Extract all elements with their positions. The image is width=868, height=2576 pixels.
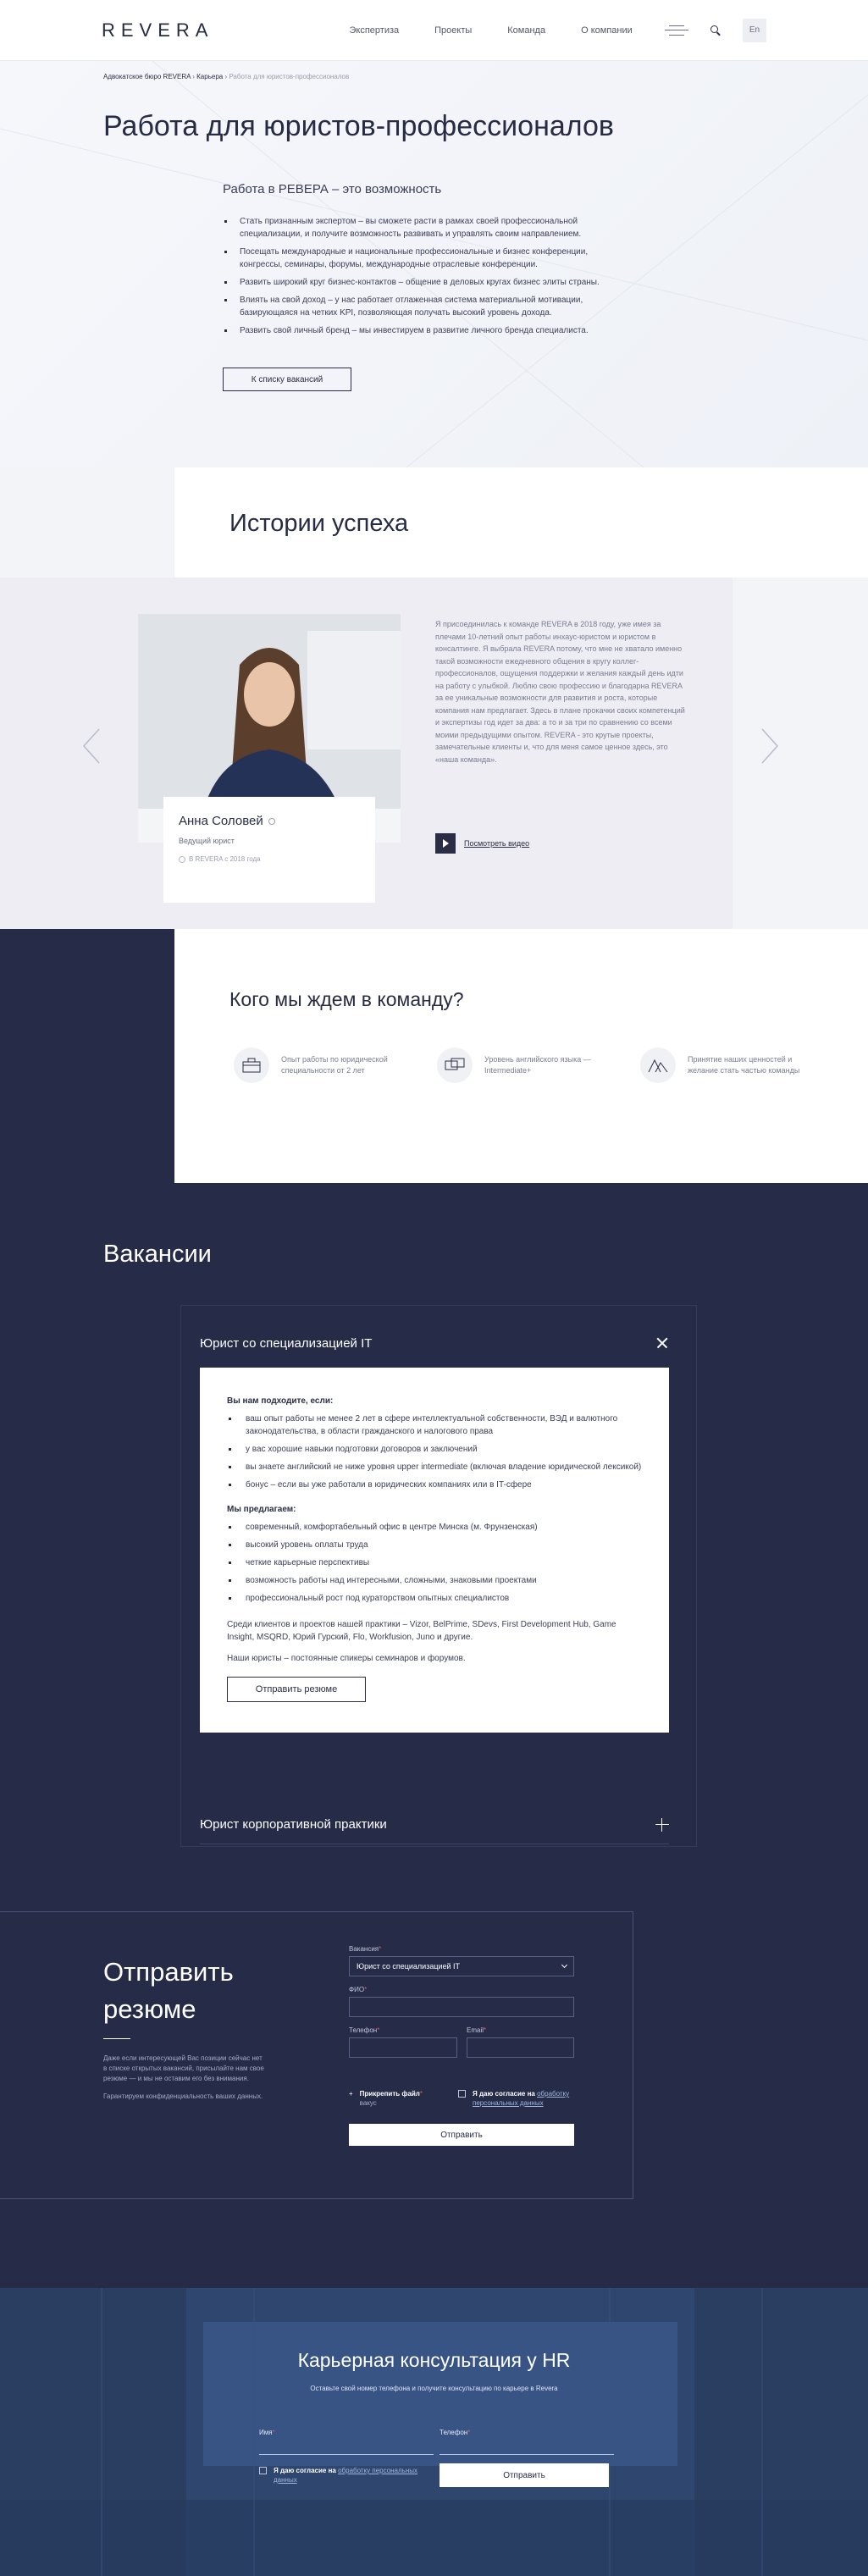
close-icon[interactable]	[655, 1336, 669, 1350]
email-label: Email*	[467, 2026, 487, 2034]
page-title: Работа для юристов-профессионалов	[103, 110, 614, 142]
offer-item: современный, комфортабельный офис в центре Минска (м. Фрунзенская)	[227, 1521, 642, 1534]
next-arrow-icon[interactable]	[760, 727, 779, 765]
benefit-item: Посещать международные и национальные профессиональные и бизнес конференции, конгрессы, семинары, форумы, международные отраслевые конференции.	[223, 246, 604, 271]
consult-subtitle: Оставьте свой номер телефона и получите консультацию по карьере в Revera	[310, 2385, 558, 2392]
chevron-down-icon	[561, 1962, 567, 1968]
play-icon	[435, 833, 456, 854]
chat-icon	[437, 1048, 473, 1083]
name-input[interactable]	[259, 2438, 434, 2455]
hero-section	[0, 61, 868, 467]
person-card	[163, 797, 375, 903]
resume-title: Отправить резюме	[103, 1957, 234, 2024]
consult-personal-data-link[interactable]: обработку персональных данных	[274, 2467, 418, 2484]
vacancy-select[interactable]: Юрист со специализацией IT	[349, 1956, 574, 1976]
phone-field	[349, 2026, 457, 2058]
breadcrumb	[103, 73, 349, 80]
requirement-item	[437, 1048, 615, 1083]
benefit-item: Развить свой личный бренд – мы инвестируем в развитие личного бренда специалиста.	[223, 324, 604, 337]
breadcrumb-home[interactable]: Адвокатское бюро REVERA	[103, 73, 191, 80]
nav-item-projects[interactable]: Проекты	[434, 25, 473, 36]
speakers-text: Наши юристы – постоянные спикеры семинаров и форумов.	[227, 1654, 466, 1663]
benefit-item: Стать признанным экспертом – вы сможете расти в рамках своей профессиональной специализации, и получите возможность развивать и управлять своим направлением.	[223, 215, 604, 240]
offer-item: четкие карьерные перспективы	[227, 1556, 642, 1569]
consent-checkbox-row: Я даю согласие на обработку персональных данных	[458, 2089, 577, 2108]
hero-subtitle: Работа в РЕВЕРА – это возможность	[223, 182, 442, 196]
benefit-item: Влиять на свой доход – у нас работает отлаженная система материальной мотивации, базирующаяся на четких KPI, позволяющая получать высокий уровень дохода.	[223, 294, 604, 319]
vacancy-name: Юрист корпоративной практики	[200, 1817, 387, 1832]
requirements-card	[174, 929, 868, 1183]
office-background	[0, 2288, 868, 2576]
consult-phone-input[interactable]	[440, 2438, 614, 2455]
divider	[103, 2038, 130, 2039]
requirements-list	[234, 1048, 818, 1083]
search-icon[interactable]	[710, 25, 721, 36]
requirements-section	[0, 929, 868, 1183]
briefcase-icon	[234, 1048, 269, 1083]
logo[interactable]: REVERA	[102, 19, 214, 41]
vacancies-list-button[interactable]: К списку вакансий	[223, 368, 351, 391]
benefits-list	[223, 215, 604, 342]
clock-icon	[179, 856, 185, 863]
offer-item: профессиональный рост под кураторством опытных специалистов	[227, 1592, 642, 1605]
prev-arrow-icon[interactable]	[82, 727, 101, 765]
fit-item: вы знаете английский не ниже уровня upper intermediate (включая владение юридической лексикой)	[227, 1461, 642, 1473]
requirement-item	[234, 1048, 412, 1083]
phone-label: Телефон*	[349, 2026, 380, 2034]
breadcrumb-section[interactable]: Карьера	[196, 73, 224, 80]
success-stories-section	[0, 467, 868, 929]
main-nav	[349, 25, 632, 36]
person-name: Анна Соловей	[179, 814, 360, 828]
consult-phone-label: Телефон*	[440, 2429, 471, 2436]
submit-resume-button[interactable]: Отправить	[349, 2124, 574, 2146]
breadcrumb-current: Работа для юристов-профессионалов	[229, 73, 350, 80]
nav-item-expertise[interactable]: Экспертиза	[349, 25, 400, 36]
consent-checkbox[interactable]	[458, 2090, 466, 2098]
breadcrumb-sep: ›	[192, 73, 197, 80]
vacancy-accordion-open	[200, 1324, 669, 1733]
breadcrumb-sep: ›	[224, 73, 229, 80]
info-icon	[268, 818, 275, 825]
consult-consent-row: Я даю согласие на обработку персональных данных	[259, 2466, 428, 2485]
benefit-item: Развить широкий круг бизнес-контактов – общение в деловых кругах бизнес элиты страны.	[223, 276, 604, 289]
attach-label: Прикрепить файл	[359, 2090, 420, 2098]
vacancies-section	[0, 1183, 868, 1911]
plus-icon: +	[349, 2090, 353, 2098]
email-input[interactable]	[467, 2037, 574, 2058]
offer-item: высокий уровень оплаты труда	[227, 1539, 642, 1551]
resume-form-section	[0, 1911, 868, 2288]
email-field	[467, 2026, 574, 2058]
vacancy-name: Юрист со специализацией IT	[200, 1335, 373, 1351]
hr-consult-section	[0, 2288, 868, 2576]
stories-header	[174, 467, 868, 578]
nav-item-about[interactable]: О компании	[581, 25, 633, 36]
submit-consult-button[interactable]: Отправить	[440, 2463, 609, 2487]
requirement-item	[640, 1048, 818, 1083]
mountains-icon	[640, 1048, 676, 1083]
fit-item: ваш опыт работы не менее 2 лет в сфере интеллектуальной собственности, ВЭД и валютного законодательства, в области гражданского и налогового права	[227, 1412, 642, 1438]
vacancy-label: Вакансия*	[349, 1945, 382, 1953]
plus-icon[interactable]	[655, 1818, 669, 1832]
requirement-text: Опыт работы по юридической специальности от 2 лет	[281, 1055, 388, 1075]
clients-text: Среди клиентов и проектов нашей практики – Vizor, BelPrime, SDevs, First Development Hub, Game Insight, MSQRD, Юрий Гурский, Flo, Workfusion, Juno и другие.	[227, 1620, 616, 1642]
language-switch[interactable]: En	[743, 19, 766, 42]
fit-heading: Вы нам подходите, если:	[227, 1396, 334, 1406]
watch-video-button[interactable]	[435, 833, 529, 854]
vacancy-details	[200, 1368, 669, 1733]
fit-item: у вас хорошие навыки подготовки договоров и заключений	[227, 1443, 642, 1456]
nav-item-team[interactable]: Команда	[507, 25, 546, 36]
attach-sub: вакус	[359, 2099, 377, 2107]
offer-heading: Мы предлагаем:	[227, 1505, 296, 1514]
fit-list	[227, 1412, 642, 1491]
resume-note: Даже если интересующей Вас позиции сейчас нет в списке открытых вакансий, присылайте нам свое резюме — и мы не оставим его без внимания.	[103, 2054, 264, 2082]
offer-item: возможность работы над интересными, сложными, знаковыми проектами	[227, 1574, 642, 1587]
story-text: Я присоединилась к команде REVERA в 2018 году, уже имея за плечами 10-летний опыт работы инхаус-юристом и юристом в консалтинге. Я выбрала REVERA потому, что мне не хватало именно такой возможности ежедневного общения в кругу коллег-профессионалов, ощущения поддержки и желания каждый день идти на работу с улыбкой. Люблю свою профессию и благодарна REVERA за ее уникальные возможности для развития и роста, которые компания нам предлагает. Здесь в плане прокачки своих компетенций и экспертизы год идет за два: а то и за три по сравнению со всеми моими предыдущими опытом. REVERA - это крутые проекты, замечательные клиенты и, что для меня самое ценное здесь, это «наша команда».	[435, 620, 685, 764]
fio-label: ФИО*	[349, 1986, 368, 1993]
phone-input[interactable]	[349, 2037, 457, 2058]
vacancy-header[interactable]	[200, 1324, 669, 1363]
consult-consent-checkbox[interactable]	[259, 2467, 267, 2474]
requirement-text: Уровень английского языка — Intermediate+	[484, 1055, 591, 1075]
name-label: Имя*	[259, 2429, 275, 2436]
personal-data-link[interactable]: обработку персональных данных	[473, 2090, 570, 2107]
fio-input[interactable]	[349, 1997, 574, 2017]
attach-file[interactable]: + Прикрепить файл* вакус	[349, 2090, 423, 2107]
watch-video-label: Посмотреть видео	[464, 839, 530, 848]
offer-list	[227, 1521, 642, 1605]
requirement-text: Принятие наших ценностей и желание стать частью команды	[688, 1055, 800, 1075]
person-since: В REVERA с 2018 года	[179, 855, 360, 863]
person-role: Ведущий юрист	[179, 837, 235, 845]
send-resume-button[interactable]: Отправить резюме	[227, 1677, 366, 1702]
consult-phone-field	[440, 2429, 614, 2455]
fit-item: бонус – если вы уже работали в юридических компаниях или в IT-сфере	[227, 1479, 642, 1491]
stories-title: Истории успеха	[229, 510, 409, 537]
site-header	[0, 0, 868, 61]
fio-field	[349, 1986, 574, 2017]
privacy-note: Гарантируем конфиденциальность ваших данных.	[103, 2092, 263, 2100]
vacancy-field	[349, 1945, 574, 1976]
vacancy-accordion-collapsed[interactable]	[200, 1805, 669, 1844]
consult-title: Карьерная консультация у HR	[297, 2349, 571, 2371]
name-field	[259, 2429, 434, 2455]
menu-icon[interactable]	[665, 25, 688, 36]
requirements-title: Кого мы ждем в команду?	[229, 988, 464, 1010]
header-tools	[665, 19, 766, 42]
vacancies-title: Вакансии	[103, 1241, 212, 1268]
